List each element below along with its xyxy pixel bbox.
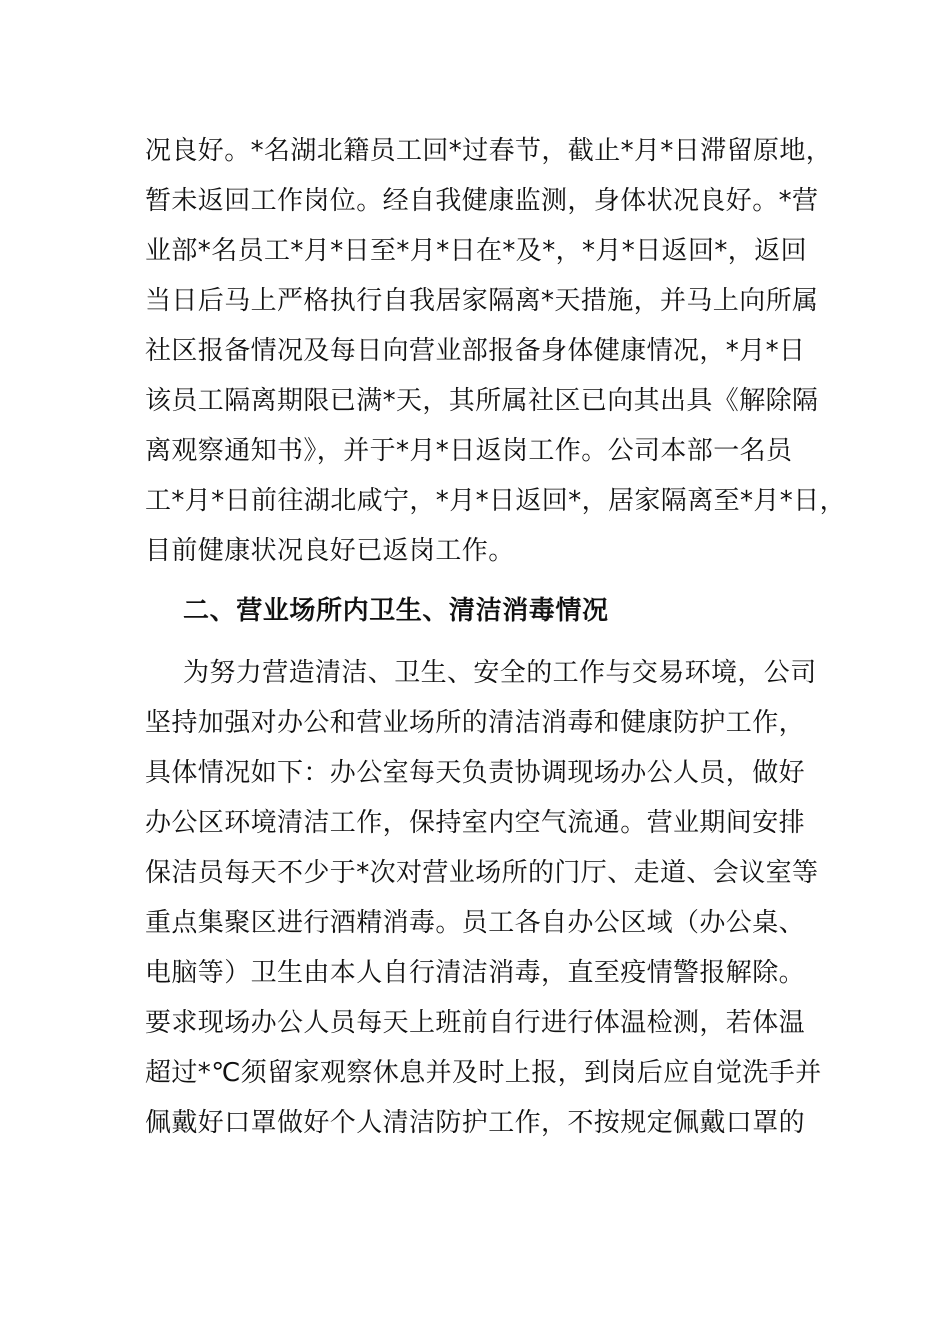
paragraph-line: 具体情况如下：办公室每天负责协调现场办公人员，做好 [145,758,806,788]
paragraph-line: 为努力营造清洁、卫生、安全的工作与交易环境，公司 [183,658,817,688]
paragraph-line: 工*月*日前往湖北咸宁，*月*日返回*，居家隔离至*月*日， [145,486,847,516]
paragraph-line: 况良好。*名湖北籍员工回*过春节，截止*月*日滞留原地， [145,136,833,166]
paragraph-line: 佩戴好口罩做好个人清洁防护工作，不按规定佩戴口罩的 [145,1108,806,1138]
paragraph-line: 重点集聚区进行酒精消毒。员工各自办公区域（办公桌、 [145,908,806,938]
paragraph-line: 要求现场办公人员每天上班前自行进行体温检测，若体温 [145,1008,806,1038]
paragraph-line: 目前健康状况良好已返岗工作。 [145,536,515,566]
section-heading: 二、营业场所内卫生、清洁消毒情况 [183,596,609,626]
paragraph-line: 当日后马上严格执行自我居家隔离*天措施，并马上向所属 [145,286,819,316]
paragraph-line: 该员工隔离期限已满*天，其所属社区已向其出具《解除隔 [145,386,819,416]
paragraph-line: 社区报备情况及每日向营业部报备身体健康情况，*月*日 [145,336,806,366]
paragraph-line: 电脑等）卫生由本人自行清洁消毒，直至疫情警报解除。 [145,958,806,988]
paragraph-line: 暂未返回工作岗位。经自我健康监测，身体状况良好。*营 [145,186,819,216]
paragraph-line: 超过*℃须留家观察休息并及时上报，到岗后应自觉洗手并 [145,1058,822,1088]
paragraph-line: 业部*名员工*月*日至*月*日在*及*，*月*日返回*，返回 [145,236,808,266]
paragraph-line: 办公区环境清洁工作，保持室内空气流通。营业期间安排 [145,808,806,838]
paragraph-line: 坚持加强对办公和营业场所的清洁消毒和健康防护工作， [145,708,806,738]
paragraph-line: 保洁员每天不少于*次对营业场所的门厅、走道、会议室等 [145,858,819,888]
paragraph-line: 离观察通知书》，并于*月*日返岗工作。公司本部一名员 [145,436,793,466]
